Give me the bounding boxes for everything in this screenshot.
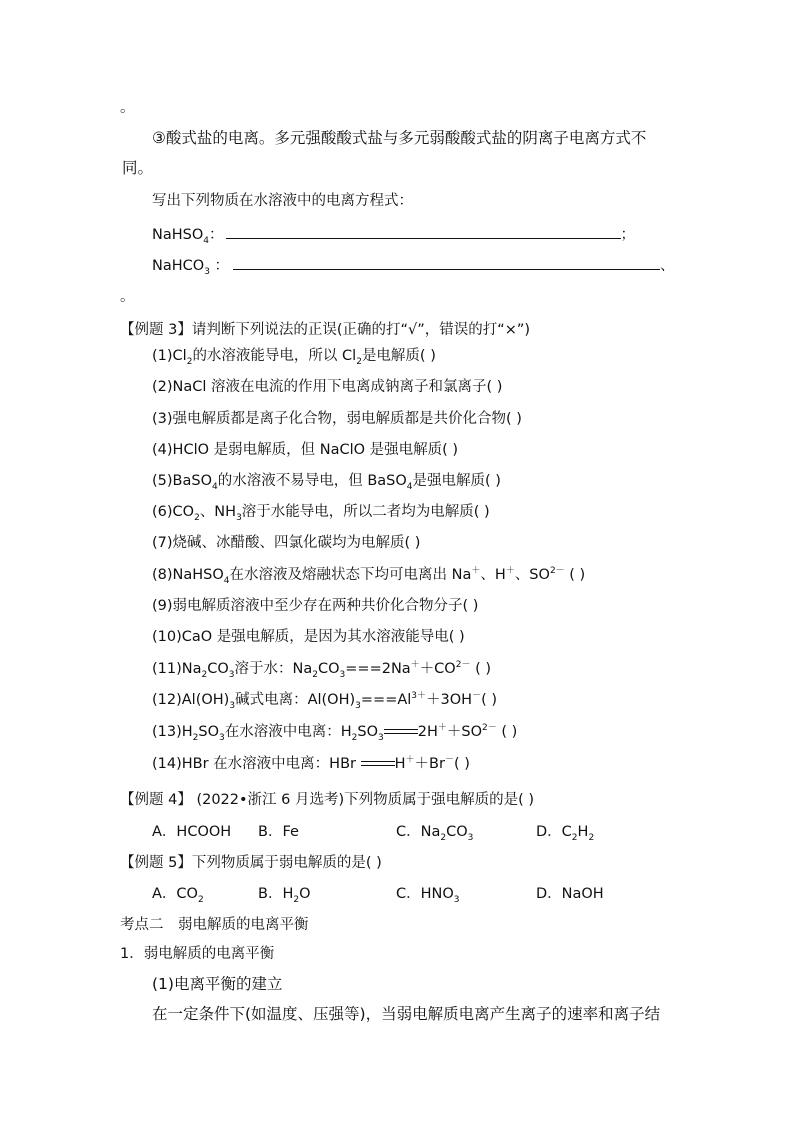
- paragraph-acid-salt-cont: 同。: [122, 159, 154, 177]
- ex3-item-7: (7)烧碱、冰醋酸、四氯化碳均为电解质( ): [152, 535, 421, 551]
- ex5-option-b: B．$H_2O$: [258, 886, 311, 905]
- ex3-item-12: $(12)Al(OH)_3$碱式电离：$Al(OH)_3===Al^{3+}+3OH^-$( ): [152, 691, 498, 711]
- ex3-item-10: (10)CaO 是强电解质，是因为其水溶液能导电( ): [152, 629, 465, 645]
- ex5-option-d: D．NaOH: [536, 886, 604, 902]
- trailing-period: 。: [120, 289, 135, 305]
- paragraph-equilibrium: 在一定条件下(如温度、压强等)，当弱电解质电离产生离子的速率和离子结: [152, 1005, 661, 1023]
- example-5-title: 【例题 5】下列物质属于弱电解质的是( ): [120, 855, 382, 871]
- ex4-option-c: C．$Na_2CO_3$: [396, 824, 474, 843]
- nahso4-line: NaHSO$_4$： ；: [152, 224, 635, 245]
- example-3-title: 【例题 3】请判断下列说法的正误(正确的打“√”，错误的打“×”): [120, 322, 531, 338]
- ex3-item-6: $(6)CO_2$、$NH_3$溶于水能导电，所以二者均为电解质( ): [152, 504, 490, 523]
- ex4-option-b: B．Fe: [258, 824, 299, 840]
- ex4-option-a: A．HCOOH: [152, 824, 232, 840]
- subsection-heading: 1．弱电解质的电离平衡: [120, 946, 275, 962]
- ex3-item-11: $(11)Na_2CO_3$溶于水：$Na_2CO_3===2Na^++CO^{2-}$ ( ): [152, 660, 492, 680]
- ex3-item-9: (9)弱电解质溶液中至少存在两种共价化合物分子( ): [152, 598, 479, 614]
- ex5-option-a: A．$CO_2$: [152, 886, 204, 905]
- ex3-item-5: (5)BaSO$_4$的水溶液不易导电，但 BaSO$_4$是强电解质( ): [152, 473, 501, 492]
- ex3-item-14: (14)HBr 在水溶液中电离：HBr H＋＋Br－( ): [152, 755, 470, 772]
- answer-blank-nahso4[interactable]: [226, 224, 621, 239]
- ex5-option-c: C．$HNO_3$: [396, 886, 460, 905]
- instruction-write: 写出下列物质在水溶液中的电离方程式：: [152, 193, 413, 209]
- ex3-item-4: (4)HClO 是弱电解质，但 NaClO 是强电解质( ): [152, 442, 459, 458]
- paragraph-acid-salt: ③酸式盐的电离。多元强酸酸式盐与多元弱酸酸式盐的阴离子电离方式不: [152, 129, 647, 147]
- ex3-item-3: (3)强电解质都是离子化合物，弱电解质都是共价化合物( ): [152, 411, 522, 427]
- answer-blank-nahco3[interactable]: [233, 255, 660, 270]
- ex4-option-d: D．$C_2H_2$: [536, 824, 595, 843]
- equilibrium-arrow-icon: [384, 726, 418, 738]
- section-heading: 考点二 弱电解质的电离平衡: [120, 917, 309, 933]
- equilibrium-arrow-icon: [361, 758, 395, 770]
- nahco3-line: NaHCO$_3$ ： 、: [152, 255, 675, 276]
- ex3-item-2: (2)NaCl 溶液在电流的作用下电离成钠离子和氯离子( ): [152, 379, 503, 395]
- ex3-item-13: $(13)H_2SO_3$在水溶液中电离：$H_2SO_3$ $2H^++SO^{2-}$ ( ): [152, 723, 518, 743]
- subsection-2-heading: (1)电离平衡的建立: [152, 975, 283, 993]
- leading-period: 。: [120, 100, 135, 116]
- ex3-item-1: $(1)Cl_2$的水溶液能导电，所以 $Cl_2$是电解质( ): [152, 348, 436, 367]
- example-4-title: 【例题 4】 (2022•浙江 6 月选考)下列物质属于强电解质的是( ): [120, 792, 535, 808]
- ex3-item-8: (8)NaHSO$_4$在水溶液及熔融状态下均可电离出 Na＋、H＋、$SO^{2-}$ ( ): [152, 566, 586, 586]
